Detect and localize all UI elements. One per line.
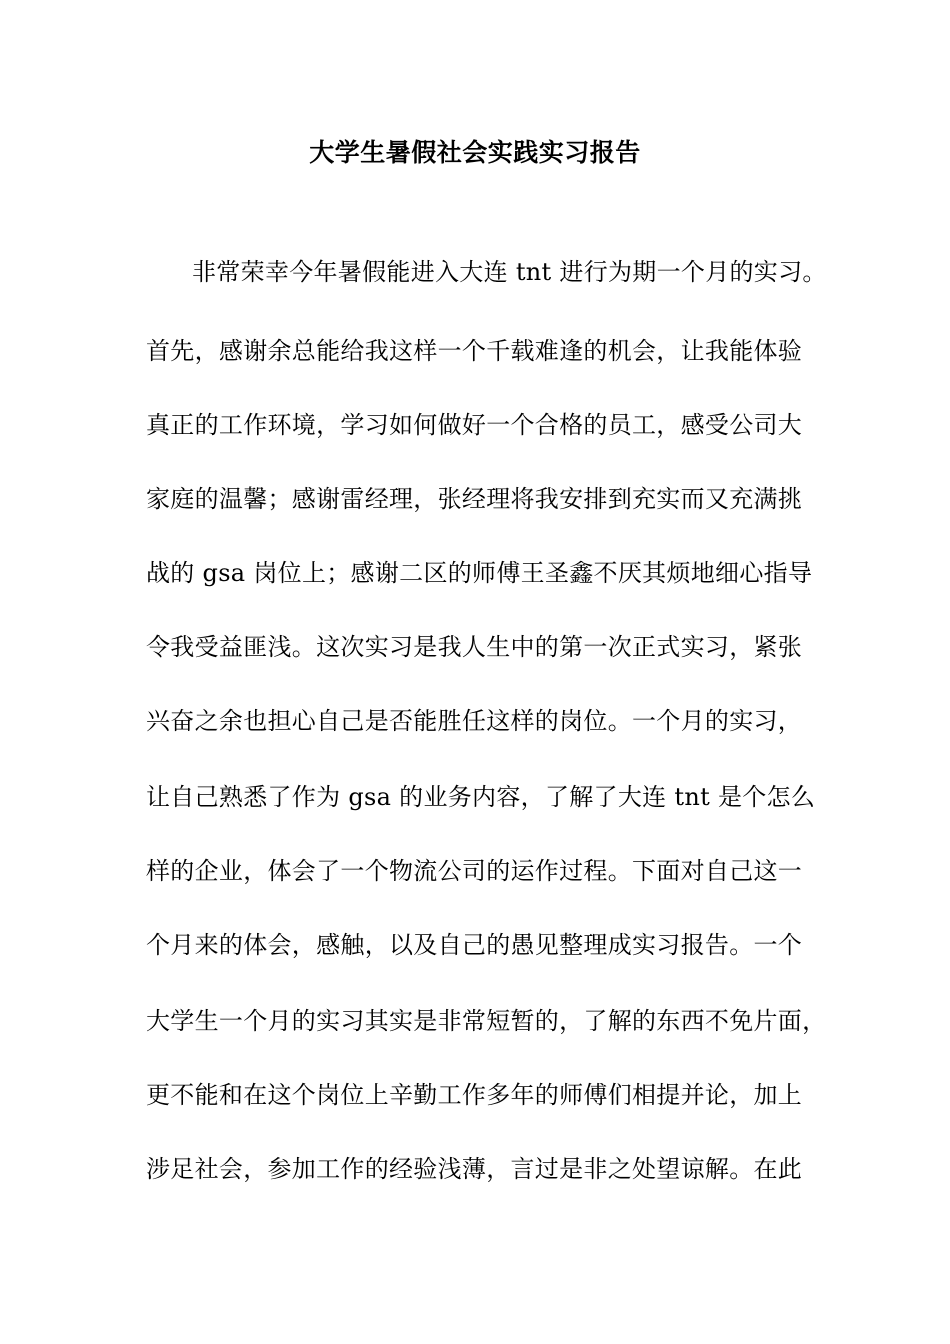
body-line: 个月来的体会，感触，以及自己的愚见整理成实习报告。一个 [146, 931, 803, 959]
body-line: 涉足社会，参加工作的经验浅薄，言过是非之处望谅解。在此 [146, 1155, 803, 1183]
body-line: 让自己熟悉了作为 gsa 的业务内容，了解了大连 tnt 是个怎么 [146, 783, 816, 811]
body-line: 更不能和在这个岗位上辛勤工作多年的师傅们相提并论，加上 [146, 1081, 803, 1109]
body-line: 首先，感谢余总能给我这样一个千载难逢的机会，让我能体验 [146, 337, 803, 365]
body-line: 令我受益匪浅。这次实习是我人生中的第一次正式实习，紧张 [146, 633, 803, 661]
body-line: 战的 gsa 岗位上；感谢二区的师傅王圣鑫不厌其烦地细心指导 [146, 559, 813, 587]
body-line: 大学生一个月的实习其实是非常短暂的，了解的东西不免片面， [146, 1007, 827, 1035]
body-line: 样的企业，体会了一个物流公司的运作过程。下面对自己这一 [146, 857, 803, 885]
body-line: 非常荣幸今年暑假能进入大连 tnt 进行为期一个月的实习。 [192, 258, 827, 286]
body-line: 真正的工作环境，学习如何做好一个合格的员工，感受公司大 [146, 411, 803, 439]
body-line: 兴奋之余也担心自己是否能胜任这样的岗位。一个月的实习， [146, 707, 803, 735]
body-line: 家庭的温馨；感谢雷经理，张经理将我安排到充实而又充满挑 [146, 485, 803, 513]
document-title: 大学生暑假社会实践实习报告 [309, 138, 641, 167]
